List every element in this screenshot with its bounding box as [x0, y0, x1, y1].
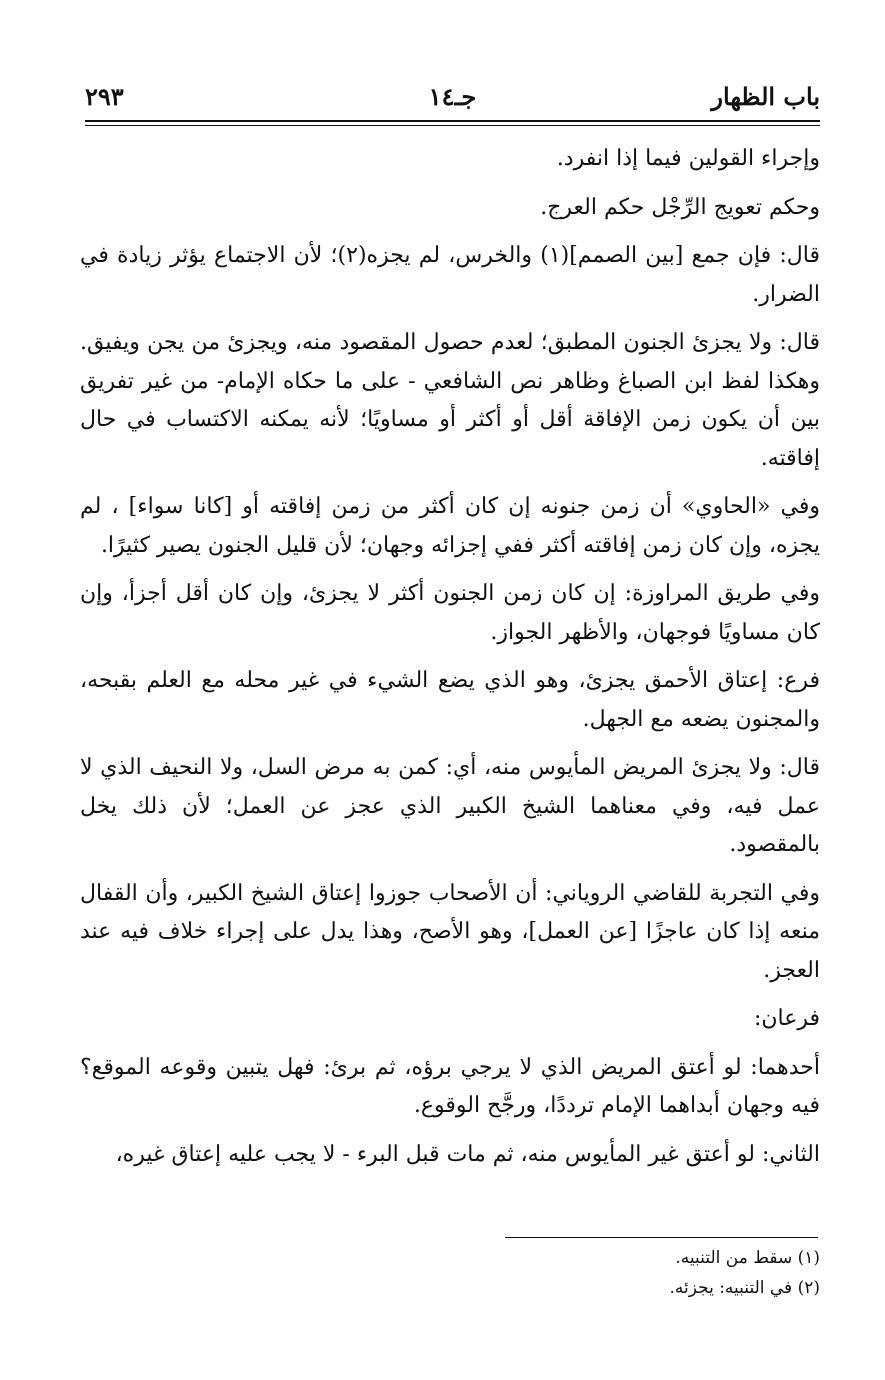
- paragraph: فرعان:: [753, 1006, 820, 1031]
- paragraph: وحكم تعويج الرِّجْل حكم العرج.: [540, 194, 820, 220]
- paragraph: قال: ولا يجزئ المريض المأيوس منه، أي: كمن به مرض السل، ولا النحيف الذي لا عمل فيه، وفي معناهما الشيخ الكبير الذي عجز عن العمل؛ لأن ذلك يخل بالمقصود.: [80, 755, 820, 857]
- page-header: [85, 82, 820, 114]
- main-text: [80, 140, 820, 1184]
- footnote-separator: [505, 1237, 818, 1238]
- paragraph: فرع: إعتاق الأحمق يجزئ، وهو الذي يضع الشيء في غير محله مع العلم بقبحه، والمجنون يضعه مع الجهل.: [80, 668, 820, 732]
- paragraph: قال: فإن جمع [بين الصمم](١) والخرس، لم يجزه(٢)؛ لأن الاجتماع يؤثر زيادة في الضرار.: [80, 243, 820, 307]
- footnote-1: (١) سقط من التنبيه.: [675, 1248, 820, 1268]
- paragraph: قال: ولا يجزئ الجنون المطبق؛ لعدم حصول المقصود منه، ويجزئ من يجن ويفيق. وهكذا لفظ ابن الصباغ وظاهر نص الشافعي - على ما حكاه الإمام- من غير تفريق بين أن يكون زمن الإفاقة أقل أو أكثر أو مساويًا؛ لأنه يمكنه الاكتساب في حال إفاقته.: [80, 330, 820, 471]
- paragraph: وفي طريق المراوزة: إن كان زمن الجنون أكثر لا يجزئ، وإن كان أقل أجزأ، وإن كان مساويًا فوجهان، والأظهر الجواز.: [80, 581, 820, 645]
- page-number: ٢٩٣: [85, 82, 124, 111]
- paragraph: الثاني: لو أعتق غير المأيوس منه، ثم مات قبل البرء - لا يجب عليه إعتاق غيره،: [115, 1141, 820, 1167]
- footnote-2: (٢) في التنبيه: يجزئه.: [669, 1278, 820, 1298]
- header-rule-thin: [85, 125, 820, 126]
- volume-label: جـ١٤: [428, 82, 477, 111]
- paragraph: أحدهما: لو أعتق المريض الذي لا يرجي برؤه، ثم برئ: فهل يتبين وقوعه الموقع؟ فيه وجهان أبداهما الإمام ترددًا، ورجَّح الوقوع.: [80, 1054, 820, 1118]
- paragraph: وفي التجربة للقاضي الروياني: أن الأصحاب جوزوا إعتاق الشيخ الكبير، وأن القفال منعه إذا كان عاجزًا [عن العمل]، وهو الأصح، وهذا يدل على إجراء خلاف فيه عند العجز.: [80, 880, 821, 983]
- paragraph: وإجراء القولين فيما إذا انفرد.: [556, 146, 820, 171]
- paragraph: وفي «الحاوي» أن زمن جنونه إن كان أكثر من زمن إفاقته أو [كانا سواء] ، لم يجزه، وإن كان زمن إفاقته أكثر ففي إجزائه وجهان؛ لأن قليل الجنون يصير كثيرًا.: [80, 494, 820, 558]
- header-rule-thick: [85, 120, 820, 122]
- footnotes: [300, 1243, 820, 1303]
- chapter-title: باب الظهار: [711, 82, 820, 111]
